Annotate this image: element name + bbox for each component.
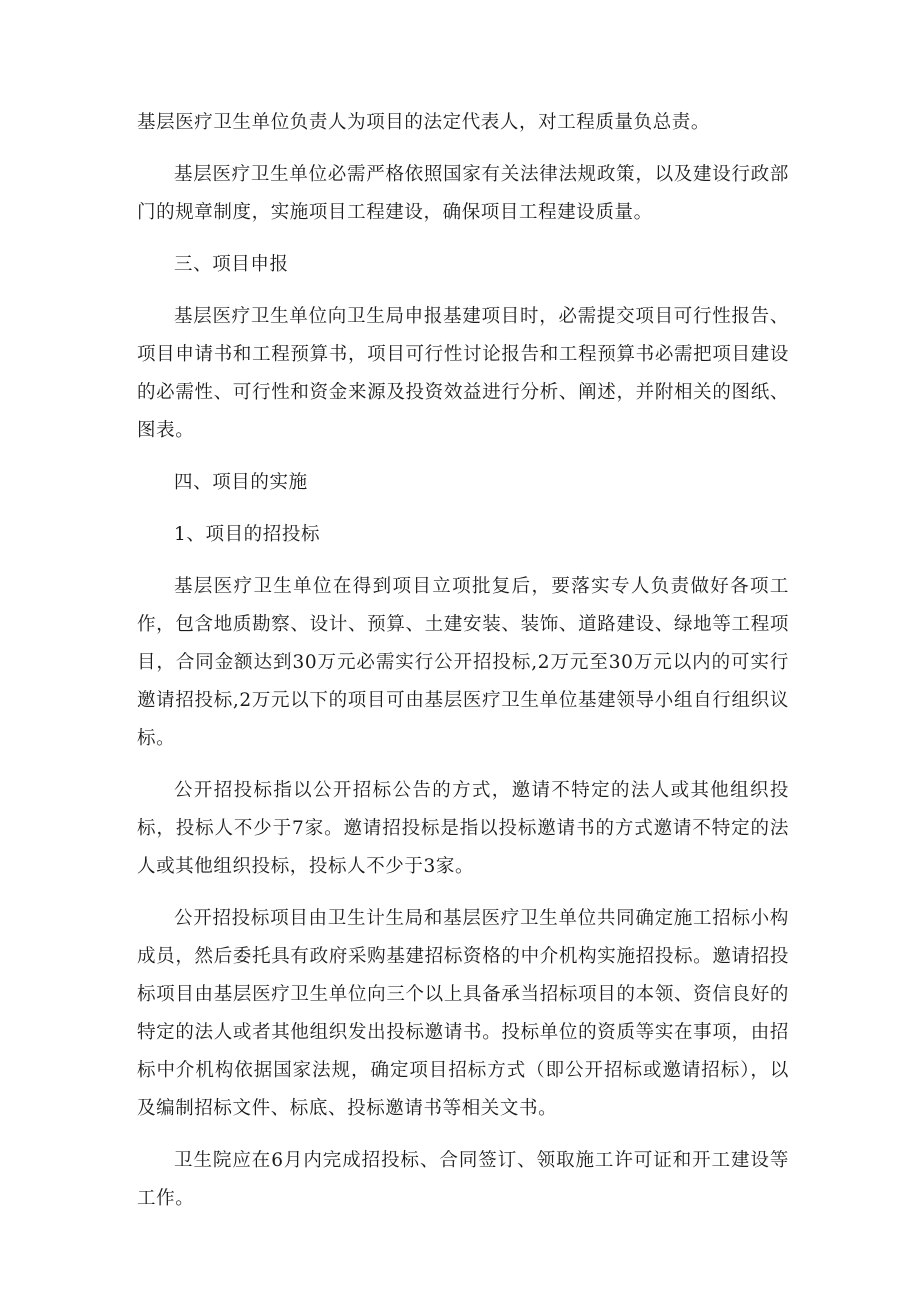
subsection-heading-bidding: 1、项目的招投标 [174, 524, 321, 545]
document-body [137, 104, 789, 1232]
section-heading-project-application: 三、项目申报 [174, 254, 289, 275]
paragraph-deadline: 卫生院应在6月内完成招投标、合同签订、领取施工许可证和开工建设等工作。 [137, 1150, 789, 1209]
paragraph-compliance: 基层医疗卫生单位必需严格依照国家有关法律法规政策，以及建设行政部门的规章制度，实施项目工程建设，确保项目工程建设质量。 [137, 164, 789, 223]
paragraph-legal-representative: 基层医疗卫生单位负责人为项目的法定代表人，对工程质量负总责。 [137, 112, 711, 133]
paragraph-bidding-thresholds: 基层医疗卫生单位在得到项目立项批复后，要落实专人负责做好各项工作，包含地质勘察、设计、预算、土建安装、装饰、道路建设、绿地等工程项目，合同金额达到30万元必需实行公开招投标,2万元至30万元以内的可实行邀请招投标,2万元以下的项目可由基层医疗卫生单位基建领导小组自行组织议标。 [137, 576, 789, 749]
section-heading-project-implementation: 四、项目的实施 [174, 472, 308, 493]
paragraph-bidding-definitions: 公开招投标指以公开招标公告的方式，邀请不特定的法人或其他组织投标，投标人不少于7家。邀请招投标是指以投标邀请书的方式邀请不特定的法人或其他组织投标，投标人不少于3家。 [137, 780, 789, 877]
paragraph-bidding-procedure: 公开招投标项目由卫生计生局和基层医疗卫生单位共同确定施工招标小构成员，然后委托具有政府采购基建招标资格的中介机构实施招投标。邀请招投标项目由基层医疗卫生单位向三个以上具备承当招标项目的本领、资信良好的特定的法人或者其他组织发出投标邀请书。投标单位的资质等实在事项，由招标中介机构依据国家法规，确定项目招标方式（即公开招标或邀请招标），以及编制招标文件、标底、投标邀请书等相关文书。 [137, 908, 789, 1119]
paragraph-application-requirements: 基层医疗卫生单位向卫生局申报基建项目时，必需提交项目可行性报告、项目申请书和工程预算书，项目可行性讨论报告和工程预算书必需把项目建设的必需性、可行性和资金来源及投资效益进行分析、阐述，并附相关的图纸、图表。 [137, 306, 789, 441]
